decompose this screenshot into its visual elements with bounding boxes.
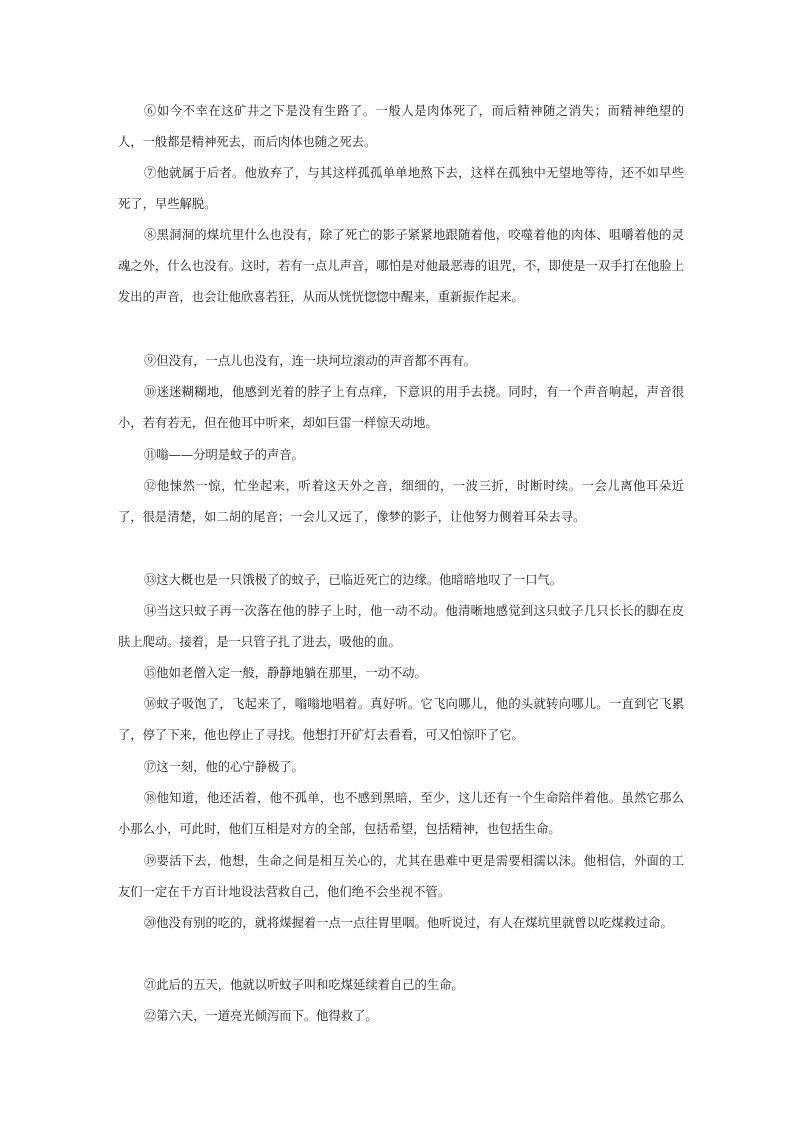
paragraph-21: ㉑此后的五天，他就以听蚊子叫和吃煤延续着自己的生命。 [144, 978, 464, 992]
paragraph-17: ⑰这一刻，他的心宁静极了。 [144, 760, 304, 774]
paragraph-16: ⑯蚊子吸饱了，飞起来了，嗡嗡地唱着。真好听。它飞向哪儿，他的头就转向哪儿。一直到它飞累了，停了下来，他也停止了寻找。他想打开矿灯去看看，可又怕惊吓了它。 [118, 697, 684, 743]
paragraph-14: ⑭当这只蚊子再一次落在他的脖子上时，他一动不动。他清晰地感觉到这只蚊子几只长长的脚在皮肤上爬动。接着，是一只管子扎了进去，吸他的血。 [118, 604, 684, 650]
paragraph-18: ⑱他知道，他还活着，他不孤单，也不感到黑暗，至少，这儿还有一个生命陪伴着他。虽然它那么小那么小，可此时，他们互相是对方的全部，包括希望，包括精神，也包括生命。 [118, 791, 684, 837]
paragraph-10: ⑩迷迷糊糊地，他感到光着的脖子上有点痒，下意识的用手去挠。同时，有一个声音响起，声音很小，若有若无，但在他耳中听来，却如巨雷一样惊天动地。 [118, 385, 684, 431]
paragraph-8: ⑧黑洞洞的煤坑里什么也没有，除了死亡的影子紧紧地跟随着他，咬噬着他的肉体、咀嚼着他的灵魂之外，什么也没有。这时，若有一点儿声音，哪怕是对他最恶毒的诅咒，不，即使是一双手打在他脸上发出的声音，也会让他欣喜若狂，从而从恍恍惚惚中醒来，重新振作起来。 [118, 228, 684, 305]
paragraph-12: ⑫他悚然一惊，忙坐起来，听着这天外之音，细细的，一波三折，时断时续。一会儿离他耳朵近了，很是清楚，如二胡的尾音；一会儿又远了，像梦的影子，让他努力侧着耳朵去寻。 [118, 479, 684, 525]
paragraph-20: ⑳他没有别的吃的，就将煤握着一点一点往胃里咽。他听说过，有人在煤坑里就曾以吃煤救过命。 [144, 916, 673, 930]
paragraph-6: ⑥如今不幸在这矿井之下是没有生路了。一般人是肉体死了，而后精神随之消失；而精神绝望的人，一般都是精神死去，而后肉体也随之死去。 [118, 104, 684, 150]
paragraph-9: ⑨但没有，一点儿也没有，连一块坷垃滚动的声音都不再有。 [144, 354, 477, 368]
paragraph-22: ㉒第六天，一道亮光倾泻而下。他得救了。 [144, 1009, 378, 1023]
paragraph-11: ⑪嗡——分明是蚊子的声音。 [144, 448, 304, 462]
paragraph-7: ⑦他就属于后者。他放弃了，与其这样孤孤单单地熬下去，这样在孤独中无望地等待，还不如早些死了，早些解脱。 [118, 166, 684, 212]
paragraph-19: ⑲要活下去，他想，生命之间是相互关心的，尤其在患难中更是需要相濡以沫。他相信，外面的工友们一定在千方百计地设法营救自己，他们绝不会坐视不管。 [118, 854, 684, 900]
paragraph-13: ⑬这大概也是一只饿极了的蚊子，已临近死亡的边缘。他暗暗地叹了一口气。 [144, 573, 563, 587]
paragraph-15: ⑮他如老僧入定一般，静静地躺在那里，一动不动。 [144, 666, 427, 680]
